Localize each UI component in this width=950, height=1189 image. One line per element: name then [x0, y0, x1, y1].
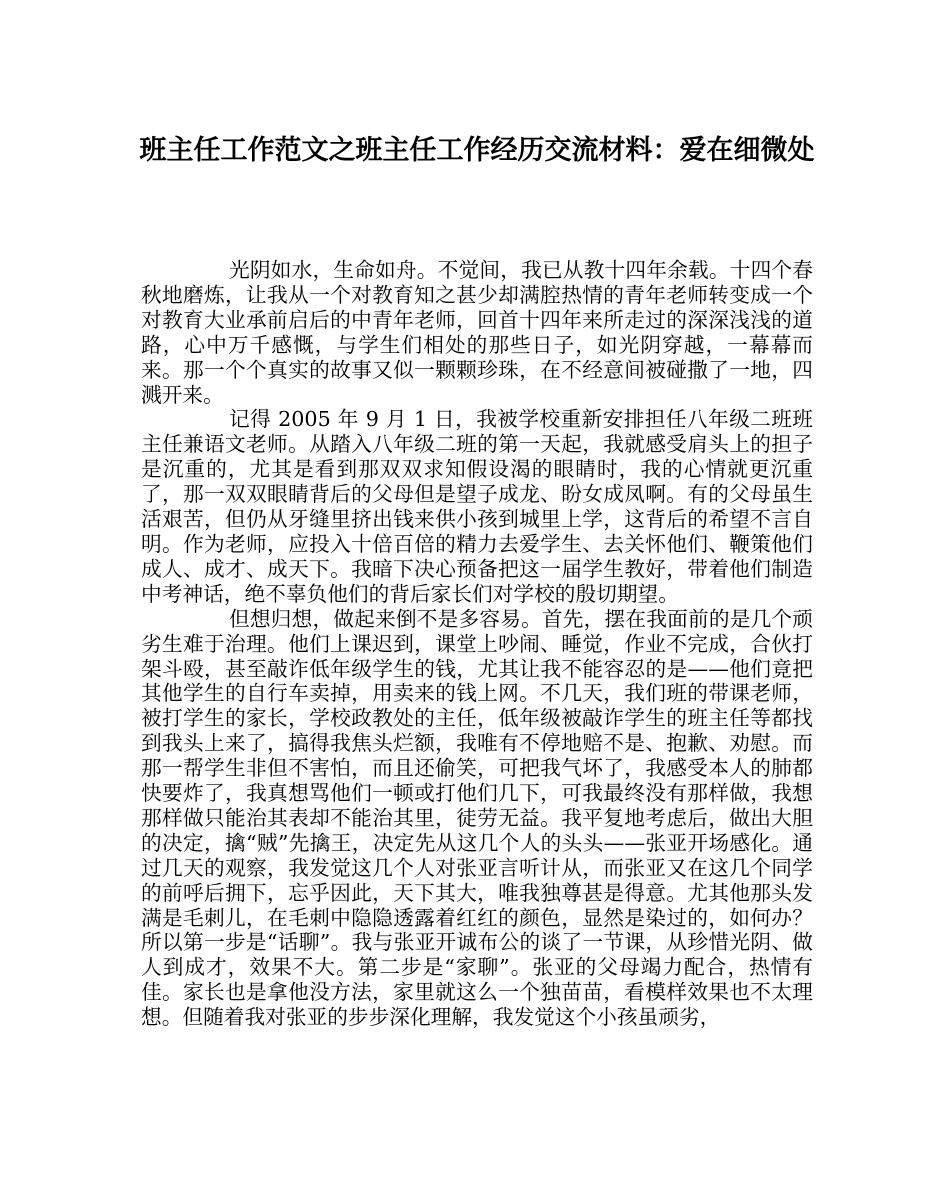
paragraph-1: 光阴如水，生命如舟。不觉间，我已从教十四年余载。十四个春秋地磨炼，让我从一个对教育知之甚少却满腔热情的青年老师转变成一个对教育大业承前启后的中青年老师，回首十四年来所走过的深深浅浅的道路，心中万千感慨，与学生们相处的那些日子，如光阴穿越，一幕幕而来。那一个个真实的故事又似一颗颗珍珠，在不经意间被碰撒了一地，四溅开来。 — [141, 258, 813, 407]
paragraph-3: 但想归想，做起来倒不是多容易。首先，摆在我面前的是几个顽劣生难于治理。他们上课迟到，课堂上吵闹、睡觉，作业不完成，合伙打架斗殴，甚至敲诈低年级学生的钱，尤其让我不能容忍的是——他们竟把其他学生的自行车卖掉，用卖来的钱上网。不几天，我们班的带课老师，被打学生的家长，学校政教处的主任，低年级被敲诈学生的班主任等都找到我头上来了，搞得我焦头烂额，我唯有不停地赔不是、抱歉、劝慰。而那一帮学生非但不害怕，而且还偷笑，可把我气坏了，我感受本人的肺都快要炸了，我真想骂他们一顿或打他们几下，可我最终没有那样做，我想那样做只能治其表却不能治其里，徒劳无益。我平复地考虑后，做出大胆的决定，擒“贼”先擒王，决定先从这几个人的头头——张亚开场感化。通过几天的观察，我发觉这几个人对张亚言听计从，而张亚又在这几个同学的前呼后拥下，忘乎因此，天下其大，唯我独尊甚是得意。尤其他那头发满是毛刺儿，在毛刺中隐隐透露着红红的颜色，显然是染过的，如何办？所以第一步是“话聊”。我与张亚开诚布公的谈了一节课，从珍惜光阴、做人到成才，效果不大。第二步是“家聊”。张亚的父母竭力配合，热情有佳。家长也是拿他没方法，家里就这么一个独苗苗，看模样效果也不太理想。但随着我对张亚的步步深化理解，我发觉这个小孩虽顽劣， — [141, 606, 813, 1030]
paragraph-2: 记得 2005 年 9 月 1 日，我被学校重新安排担任八年级二班班主任兼语文老师。从踏入八年级二班的第一天起，我就感受肩头上的担子是沉重的，尤其是看到那双双求知假设渴的眼睛时，我的心情就更沉重了，那一双双眼睛背后的父母但是望子成龙、盼女成凤啊。有的父母虽生活艰苦，但仍从牙缝里挤出钱来供小孩到城里上学，这背后的希望不言自明。作为老师，应投入十倍百倍的精力去爱学生、去关怀他们、鞭策他们成人、成才、成天下。我暗下决心预备把这一届学生教好，带着他们制造中考神话，绝不辜负他们的背后家长们对学校的殷切期望。 — [141, 407, 813, 606]
document-title: 班主任工作范文之班主任工作经历交流材料：爱在细微处 — [139, 135, 815, 166]
document-body — [141, 258, 813, 1030]
